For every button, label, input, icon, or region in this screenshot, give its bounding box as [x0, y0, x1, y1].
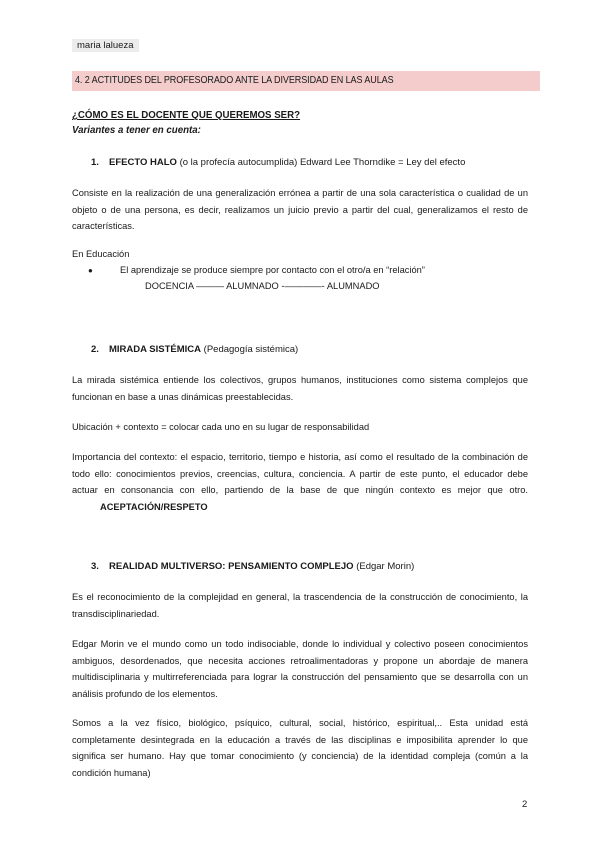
acceptance-respect: ACEPTACIÓN/RESPETO [100, 501, 208, 512]
section-3-title-bold: REALIDAD MULTIVERSO: PENSAMIENTO COMPLEJO [109, 561, 354, 572]
section-2-paragraph-1: La mirada sistémica entiende los colectivos, grupos humanos, instituciones como sistema complejos que funcionan en base a unas dinámicas preestablecidas. [72, 375, 528, 402]
author-tag: maria lalueza [72, 39, 139, 52]
education-context: En Educación [72, 249, 130, 259]
relation-line: DOCENCIA ——— ALUMNADO -————- ALUMNADO [145, 281, 380, 291]
section-2-title-bold: MIRADA SISTÉMICA [109, 344, 202, 355]
section-3-paragraph-1: Es el reconocimiento de la complejidad en general, la trascendencia de la construcción de conocimiento, la transdisciplinariedad. [72, 592, 528, 619]
section-3-number: 3. [91, 561, 99, 572]
page-number: 2 [522, 799, 528, 810]
section-2-paragraph-3-text: Importancia del contexto: el espacio, territorio, tiempo e historia, así como el resultado de la combinación de todo ello: conocimientos previos, creencias, cultura, conciencia. A partir de este punto, el educador debe actuar en consonancia con ello, partiendo de la base de que ningún contexto es mejor que otro. [72, 452, 528, 496]
section-1-title [91, 157, 465, 168]
section-3-title [91, 561, 414, 572]
bullet-dot: ● [88, 266, 93, 275]
section-1-title-bold: EFECTO HALO [109, 157, 177, 168]
section-3-title-rest: (Edgar Morin) [356, 561, 415, 572]
question-title: ¿CÓMO ES EL DOCENTE QUE QUEREMOS SER? [72, 110, 301, 121]
section-2-paragraph-3 [72, 449, 528, 515]
section-1-number: 1. [91, 157, 99, 168]
section-1-title-rest: (o la profecía autocumplida) Edward Lee Thorndike = Ley del efecto [179, 157, 466, 168]
section-1-paragraph: Consiste en la realización de una generalización errónea a partir de una sola característica o cualidad de un objeto o de una persona, es decir, realizamos un juicio previo a partir del cual, generalizamos el resto de características. [72, 188, 528, 232]
section-2-title-rest: (Pedagogía sistémica) [203, 344, 299, 355]
section-2-number: 2. [91, 344, 99, 355]
section-3-paragraph-2: Edgar Morin ve el mundo como un todo indisociable, donde lo individual y colectivo poseen conocimientos ambiguos, desordenados, que necesita acciones retroalimentadoras y propone un abordaje de manera multidisciplinaria y multirreferenciada para lograr la construcción del pensamiento que se desarrolla con un análisis profundo de los elementos. [72, 639, 528, 699]
bullet-item: El aprendizaje se produce siempre por contacto con el otro/a en “relación” [120, 265, 425, 275]
section-3-paragraph-3: Somos a la vez físico, biológico, psíquico, cultural, social, histórico, espiritual,.. Esta unidad está completamente desintegrada en la educación a través de las disciplinas e imposibilita aprender lo que significa ser humano. Hay que tomar conocimiento (y conciencia) de la identidad compleja (común a la condición humana) [72, 718, 528, 778]
section-2-paragraph-2: Ubicación + contexto = colocar cada uno en su lugar de responsabilidad [72, 422, 370, 432]
section-2-title [91, 344, 298, 355]
section-heading: 4. 2 ACTITUDES DEL PROFESORADO ANTE LA DIVERSIDAD EN LAS AULAS [75, 74, 394, 86]
variants-subtitle: Variantes a tener en cuenta: [72, 125, 201, 136]
